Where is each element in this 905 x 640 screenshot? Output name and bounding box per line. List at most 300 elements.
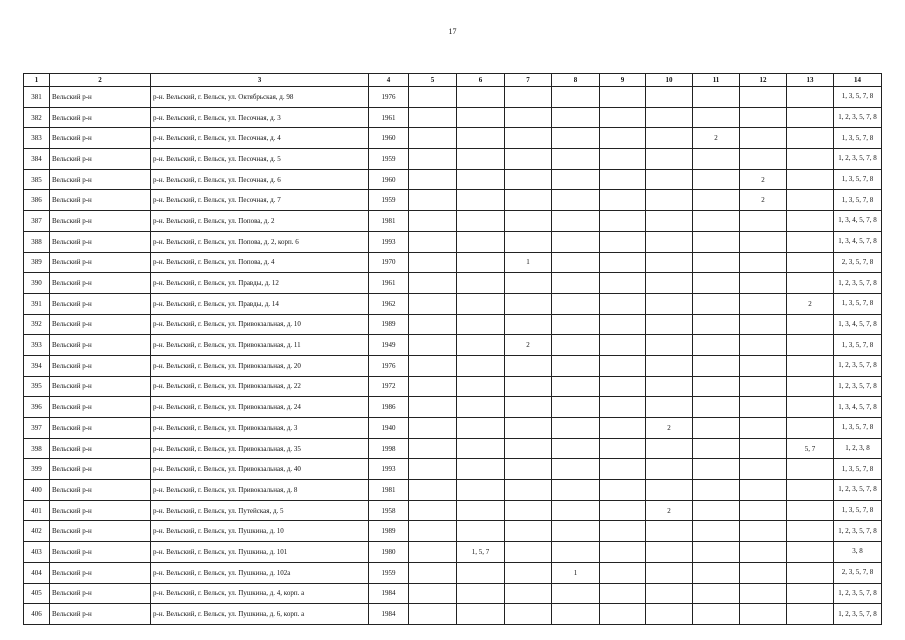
table-cell-col-6: [457, 190, 505, 211]
table-row: [24, 583, 882, 604]
table-cell-col-8: [552, 87, 600, 108]
table-cell-col-4: 1960: [369, 128, 409, 149]
table-cell-col-13: [787, 128, 834, 149]
table-cell-col-13: [787, 335, 834, 356]
table-cell-col-1: 404: [24, 562, 50, 583]
table-cell-col-8: [552, 397, 600, 418]
table-cell-col-4: 1962: [369, 293, 409, 314]
table-cell-col-11: [693, 459, 740, 480]
table-cell-col-9: [600, 87, 646, 108]
table-cell-col-11: [693, 190, 740, 211]
table-row: [24, 252, 882, 273]
table-cell-col-10: [646, 355, 693, 376]
table-cell-col-12: 2: [740, 169, 787, 190]
table-row: [24, 562, 882, 583]
table-cell-col-4: 1989: [369, 521, 409, 542]
table-cell-col-11: [693, 87, 740, 108]
table-cell-col-6: [457, 562, 505, 583]
table-cell-col-2: Вельский р-н: [50, 542, 151, 563]
table-cell-col-2: Вельский р-н: [50, 128, 151, 149]
table-cell-col-9: [600, 459, 646, 480]
table-cell-col-13: [787, 252, 834, 273]
table-cell-col-1: 405: [24, 583, 50, 604]
table-cell-col-12: [740, 542, 787, 563]
table-row: [24, 604, 882, 625]
table-cell-col-11: [693, 562, 740, 583]
table-cell-col-13: [787, 231, 834, 252]
table-cell-col-11: [693, 604, 740, 625]
table-row: [24, 480, 882, 501]
table-cell-col-2: Вельский р-н: [50, 604, 151, 625]
table-cell-col-8: [552, 542, 600, 563]
table-cell-col-10: [646, 459, 693, 480]
table-cell-col-12: 2: [740, 190, 787, 211]
table-row: [24, 397, 882, 418]
table-cell-col-2: Вельский р-н: [50, 500, 151, 521]
table-cell-col-14: 1, 3, 5, 7, 8: [834, 87, 882, 108]
registry-table: [23, 73, 882, 625]
table-row: [24, 169, 882, 190]
table-cell-col-1: 393: [24, 335, 50, 356]
table-cell-col-2: Вельский р-н: [50, 562, 151, 583]
table-cell-col-7: [505, 107, 552, 128]
table-cell-col-4: 1984: [369, 604, 409, 625]
table-cell-col-13: [787, 355, 834, 376]
table-cell-col-9: [600, 418, 646, 439]
table-cell-col-13: [787, 169, 834, 190]
table-cell-col-12: [740, 562, 787, 583]
table-cell-col-8: [552, 438, 600, 459]
table-row: [24, 500, 882, 521]
table-cell-col-11: [693, 231, 740, 252]
table-cell-col-6: [457, 418, 505, 439]
column-header-13: 13: [787, 74, 834, 87]
table-cell-col-8: [552, 521, 600, 542]
column-header-4: 4: [369, 74, 409, 87]
table-row: [24, 211, 882, 232]
table-cell-col-7: [505, 128, 552, 149]
table-cell-col-14: 1, 2, 3, 5, 7, 8: [834, 107, 882, 128]
table-cell-col-6: [457, 521, 505, 542]
table-cell-col-9: [600, 252, 646, 273]
table-cell-col-5: [409, 107, 457, 128]
table-cell-col-14: 2, 3, 5, 7, 8: [834, 252, 882, 273]
table-cell-col-5: [409, 521, 457, 542]
table-cell-col-10: [646, 293, 693, 314]
table-cell-col-5: [409, 583, 457, 604]
table-cell-col-2: Вельский р-н: [50, 149, 151, 170]
column-header-11: 11: [693, 74, 740, 87]
table-cell-col-3: р-н. Вельский, г. Вельск, ул. Песочная, д. 7: [151, 190, 369, 211]
column-header-1: 1: [24, 74, 50, 87]
table-cell-col-9: [600, 376, 646, 397]
table-row: [24, 87, 882, 108]
table-cell-col-6: [457, 169, 505, 190]
table-cell-col-12: [740, 293, 787, 314]
table-cell-col-11: [693, 521, 740, 542]
table-cell-col-7: [505, 604, 552, 625]
table-cell-col-9: [600, 149, 646, 170]
table-cell-col-12: [740, 376, 787, 397]
table-cell-col-7: [505, 480, 552, 501]
table-cell-col-1: 387: [24, 211, 50, 232]
table-cell-col-14: 1, 2, 3, 8: [834, 438, 882, 459]
table-cell-col-9: [600, 438, 646, 459]
table-cell-col-2: Вельский р-н: [50, 521, 151, 542]
table-cell-col-4: 1998: [369, 438, 409, 459]
table-cell-col-4: 1959: [369, 190, 409, 211]
table-cell-col-6: [457, 500, 505, 521]
table-cell-col-8: [552, 169, 600, 190]
table-cell-col-7: 1: [505, 252, 552, 273]
table-cell-col-13: [787, 583, 834, 604]
table-cell-col-2: Вельский р-н: [50, 583, 151, 604]
table-cell-col-10: [646, 397, 693, 418]
table-cell-col-12: [740, 604, 787, 625]
table-cell-col-1: 398: [24, 438, 50, 459]
table-cell-col-1: 395: [24, 376, 50, 397]
table-cell-col-9: [600, 293, 646, 314]
table-cell-col-1: 400: [24, 480, 50, 501]
table-cell-col-12: [740, 314, 787, 335]
column-header-3: 3: [151, 74, 369, 87]
table-cell-col-2: Вельский р-н: [50, 190, 151, 211]
table-cell-col-14: 1, 2, 3, 5, 7, 8: [834, 149, 882, 170]
table-cell-col-13: [787, 542, 834, 563]
table-row: [24, 521, 882, 542]
table-cell-col-7: [505, 542, 552, 563]
table-cell-col-12: [740, 397, 787, 418]
column-header-9: 9: [600, 74, 646, 87]
table-body: [24, 87, 882, 625]
page-number: 17: [448, 27, 457, 36]
table-cell-col-8: [552, 252, 600, 273]
table-cell-col-13: [787, 314, 834, 335]
table-cell-col-14: 1, 2, 3, 5, 7, 8: [834, 480, 882, 501]
table-cell-col-14: 1, 3, 5, 7, 8: [834, 293, 882, 314]
table-cell-col-4: 1989: [369, 314, 409, 335]
table-cell-col-6: [457, 604, 505, 625]
table-cell-col-3: р-н. Вельский, г. Вельск, ул. Песочная, д. 6: [151, 169, 369, 190]
table-cell-col-12: [740, 231, 787, 252]
table-cell-col-8: [552, 376, 600, 397]
table-cell-col-5: [409, 418, 457, 439]
table-cell-col-14: 3, 8: [834, 542, 882, 563]
table-cell-col-1: 394: [24, 355, 50, 376]
table-cell-col-9: [600, 397, 646, 418]
table-cell-col-7: [505, 397, 552, 418]
table-cell-col-2: Вельский р-н: [50, 293, 151, 314]
table-cell-col-8: [552, 583, 600, 604]
table-cell-col-6: [457, 87, 505, 108]
column-header-12: 12: [740, 74, 787, 87]
table-cell-col-5: [409, 87, 457, 108]
table-cell-col-10: [646, 107, 693, 128]
table-cell-col-6: [457, 211, 505, 232]
table-cell-col-3: р-н. Вельский, г. Вельск, ул. Привокзальная, д. 24: [151, 397, 369, 418]
table-cell-col-9: [600, 107, 646, 128]
table-cell-col-13: [787, 376, 834, 397]
table-cell-col-6: [457, 107, 505, 128]
table-cell-col-9: [600, 273, 646, 294]
table-cell-col-13: [787, 149, 834, 170]
table-cell-col-10: [646, 190, 693, 211]
table-cell-col-11: [693, 397, 740, 418]
table-cell-col-1: 399: [24, 459, 50, 480]
table-cell-col-12: [740, 273, 787, 294]
table-cell-col-8: [552, 273, 600, 294]
table-cell-col-12: [740, 355, 787, 376]
table-cell-col-3: р-н. Вельский, г. Вельск, ул. Попова, д. 4: [151, 252, 369, 273]
table-cell-col-10: [646, 438, 693, 459]
table-cell-col-11: [693, 252, 740, 273]
table-cell-col-13: [787, 273, 834, 294]
table-cell-col-1: 402: [24, 521, 50, 542]
table-cell-col-11: [693, 293, 740, 314]
table-cell-col-14: 1, 3, 5, 7, 8: [834, 169, 882, 190]
table-cell-col-8: 1: [552, 562, 600, 583]
table-cell-col-7: [505, 293, 552, 314]
table-cell-col-6: [457, 355, 505, 376]
table-cell-col-14: 1, 2, 3, 5, 7, 8: [834, 355, 882, 376]
table-cell-col-10: [646, 231, 693, 252]
table-cell-col-2: Вельский р-н: [50, 376, 151, 397]
table-cell-col-2: Вельский р-н: [50, 480, 151, 501]
table-cell-col-8: [552, 418, 600, 439]
table-cell-col-12: [740, 500, 787, 521]
table-cell-col-9: [600, 562, 646, 583]
table-cell-col-11: [693, 438, 740, 459]
table-cell-col-5: [409, 190, 457, 211]
table-cell-col-14: 1, 3, 5, 7, 8: [834, 190, 882, 211]
table-cell-col-4: 1960: [369, 169, 409, 190]
table-cell-col-9: [600, 231, 646, 252]
table-row: [24, 293, 882, 314]
table-cell-col-3: р-н. Вельский, г. Вельск, ул. Привокзальная, д. 11: [151, 335, 369, 356]
table-cell-col-13: 2: [787, 293, 834, 314]
table-cell-col-12: [740, 438, 787, 459]
table-cell-col-7: [505, 314, 552, 335]
table-cell-col-3: р-н. Вельский, г. Вельск, ул. Песочная, д. 3: [151, 107, 369, 128]
table-cell-col-4: 1980: [369, 542, 409, 563]
table-cell-col-13: [787, 418, 834, 439]
table-cell-col-12: [740, 211, 787, 232]
table-cell-col-8: [552, 459, 600, 480]
table-cell-col-1: 390: [24, 273, 50, 294]
table-cell-col-10: [646, 211, 693, 232]
table-cell-col-9: [600, 128, 646, 149]
table-cell-col-9: [600, 169, 646, 190]
table-cell-col-11: [693, 335, 740, 356]
table-cell-col-1: 384: [24, 149, 50, 170]
table-cell-col-1: 388: [24, 231, 50, 252]
table-cell-col-7: [505, 459, 552, 480]
table-row: [24, 459, 882, 480]
table-cell-col-13: [787, 521, 834, 542]
table-cell-col-5: [409, 500, 457, 521]
table-cell-col-6: [457, 149, 505, 170]
table-cell-col-13: [787, 562, 834, 583]
table-cell-col-2: Вельский р-н: [50, 335, 151, 356]
table-cell-col-14: 1, 3, 4, 5, 7, 8: [834, 314, 882, 335]
table-cell-col-14: 1, 3, 5, 7, 8: [834, 128, 882, 149]
table-cell-col-10: [646, 562, 693, 583]
table-cell-col-7: [505, 211, 552, 232]
table-cell-col-4: 1970: [369, 252, 409, 273]
table-cell-col-2: Вельский р-н: [50, 459, 151, 480]
table-cell-col-6: [457, 459, 505, 480]
table-cell-col-4: 1940: [369, 418, 409, 439]
table-cell-col-8: [552, 335, 600, 356]
table-cell-col-13: [787, 107, 834, 128]
table-row: [24, 376, 882, 397]
table-cell-col-10: [646, 252, 693, 273]
table-cell-col-12: [740, 128, 787, 149]
table-cell-col-4: 1984: [369, 583, 409, 604]
table-cell-col-13: 5, 7: [787, 438, 834, 459]
table-cell-col-3: р-н. Вельский, г. Вельск, ул. Привокзальная, д. 3: [151, 418, 369, 439]
table-cell-col-2: Вельский р-н: [50, 211, 151, 232]
table-cell-col-4: 1959: [369, 562, 409, 583]
table-cell-col-9: [600, 335, 646, 356]
table-cell-col-4: 1958: [369, 500, 409, 521]
table-cell-col-6: [457, 397, 505, 418]
table-cell-col-11: [693, 107, 740, 128]
table-cell-col-8: [552, 604, 600, 625]
table-cell-col-12: [740, 459, 787, 480]
table-cell-col-5: [409, 211, 457, 232]
table-cell-col-4: 1961: [369, 107, 409, 128]
table-cell-col-12: [740, 335, 787, 356]
table-cell-col-6: [457, 480, 505, 501]
table-cell-col-8: [552, 355, 600, 376]
table-cell-col-9: [600, 314, 646, 335]
table-cell-col-12: [740, 107, 787, 128]
table-cell-col-5: [409, 355, 457, 376]
table-cell-col-5: [409, 480, 457, 501]
table-cell-col-12: [740, 149, 787, 170]
table-cell-col-2: Вельский р-н: [50, 87, 151, 108]
table-cell-col-13: [787, 190, 834, 211]
table-cell-col-3: р-н. Вельский, г. Вельск, ул. Пушкина, д. 6, корп. а: [151, 604, 369, 625]
table-cell-col-2: Вельский р-н: [50, 252, 151, 273]
table-cell-col-11: [693, 169, 740, 190]
table-row: [24, 314, 882, 335]
table-cell-col-2: Вельский р-н: [50, 314, 151, 335]
table-cell-col-4: 1993: [369, 231, 409, 252]
column-header-6: 6: [457, 74, 505, 87]
table-cell-col-7: [505, 169, 552, 190]
table-row: [24, 418, 882, 439]
table-cell-col-6: [457, 231, 505, 252]
table-cell-col-12: [740, 418, 787, 439]
table-cell-col-9: [600, 604, 646, 625]
table-cell-col-13: [787, 604, 834, 625]
table-cell-col-13: [787, 459, 834, 480]
table-cell-col-3: р-н. Вельский, г. Вельск, ул. Привокзальная, д. 35: [151, 438, 369, 459]
table-cell-col-11: [693, 418, 740, 439]
table-cell-col-8: [552, 128, 600, 149]
table-cell-col-10: [646, 604, 693, 625]
table-cell-col-11: [693, 149, 740, 170]
table-cell-col-5: [409, 252, 457, 273]
table-cell-col-8: [552, 500, 600, 521]
table-cell-col-14: 1, 2, 3, 5, 7, 8: [834, 376, 882, 397]
table-cell-col-6: 1, 5, 7: [457, 542, 505, 563]
table-cell-col-13: [787, 211, 834, 232]
table-row: [24, 542, 882, 563]
table-row: [24, 231, 882, 252]
table-row: [24, 190, 882, 211]
table-cell-col-3: р-н. Вельский, г. Вельск, ул. Привокзальная, д. 20: [151, 355, 369, 376]
table-cell-col-3: р-н. Вельский, г. Вельск, ул. Привокзальная, д. 10: [151, 314, 369, 335]
table-row: [24, 107, 882, 128]
table-cell-col-2: Вельский р-н: [50, 231, 151, 252]
table-cell-col-7: [505, 87, 552, 108]
column-header-8: 8: [552, 74, 600, 87]
table-cell-col-1: 383: [24, 128, 50, 149]
table-cell-col-5: [409, 459, 457, 480]
table-cell-col-4: 1986: [369, 397, 409, 418]
table-cell-col-11: [693, 355, 740, 376]
table-row: [24, 438, 882, 459]
table-cell-col-3: р-н. Вельский, г. Вельск, ул. Пушкина, д. 101: [151, 542, 369, 563]
column-header-5: 5: [409, 74, 457, 87]
table-cell-col-7: [505, 149, 552, 170]
table-cell-col-10: [646, 314, 693, 335]
table-cell-col-13: [787, 480, 834, 501]
table-cell-col-4: 1976: [369, 87, 409, 108]
table-cell-col-3: р-н. Вельский, г. Вельск, ул. Пушкина, д. 102а: [151, 562, 369, 583]
table-header-row: [24, 74, 882, 87]
table-cell-col-14: 1, 3, 4, 5, 7, 8: [834, 211, 882, 232]
table-cell-col-1: 382: [24, 107, 50, 128]
table-cell-col-14: 1, 2, 3, 5, 7, 8: [834, 583, 882, 604]
table-cell-col-5: [409, 376, 457, 397]
table-cell-col-11: [693, 500, 740, 521]
table-cell-col-10: [646, 583, 693, 604]
table-cell-col-2: Вельский р-н: [50, 438, 151, 459]
table-cell-col-14: 1, 3, 5, 7, 8: [834, 335, 882, 356]
table-row: [24, 149, 882, 170]
table-cell-col-1: 381: [24, 87, 50, 108]
table-cell-col-3: р-н. Вельский, г. Вельск, ул. Путейская, д. 5: [151, 500, 369, 521]
table-cell-col-8: [552, 231, 600, 252]
table-cell-col-11: [693, 542, 740, 563]
table-cell-col-14: 1, 2, 3, 5, 7, 8: [834, 604, 882, 625]
table-cell-col-11: [693, 583, 740, 604]
table-cell-col-7: [505, 418, 552, 439]
table-cell-col-6: [457, 335, 505, 356]
table-cell-col-8: [552, 149, 600, 170]
table-cell-col-10: [646, 542, 693, 563]
table-cell-col-14: 1, 2, 3, 5, 7, 8: [834, 273, 882, 294]
table-cell-col-10: [646, 335, 693, 356]
table-cell-col-5: [409, 438, 457, 459]
column-header-7: 7: [505, 74, 552, 87]
table-cell-col-3: р-н. Вельский, г. Вельск, ул. Привокзальная, д. 8: [151, 480, 369, 501]
table-cell-col-1: 403: [24, 542, 50, 563]
table-cell-col-10: 2: [646, 418, 693, 439]
table-cell-col-5: [409, 231, 457, 252]
table-cell-col-4: 1959: [369, 149, 409, 170]
table-cell-col-12: [740, 583, 787, 604]
table-cell-col-3: р-н. Вельский, г. Вельск, ул. Пушкина, д. 4, корп. а: [151, 583, 369, 604]
table-cell-col-10: [646, 169, 693, 190]
table-cell-col-6: [457, 314, 505, 335]
table-cell-col-14: 1, 3, 4, 5, 7, 8: [834, 231, 882, 252]
table-cell-col-7: [505, 190, 552, 211]
